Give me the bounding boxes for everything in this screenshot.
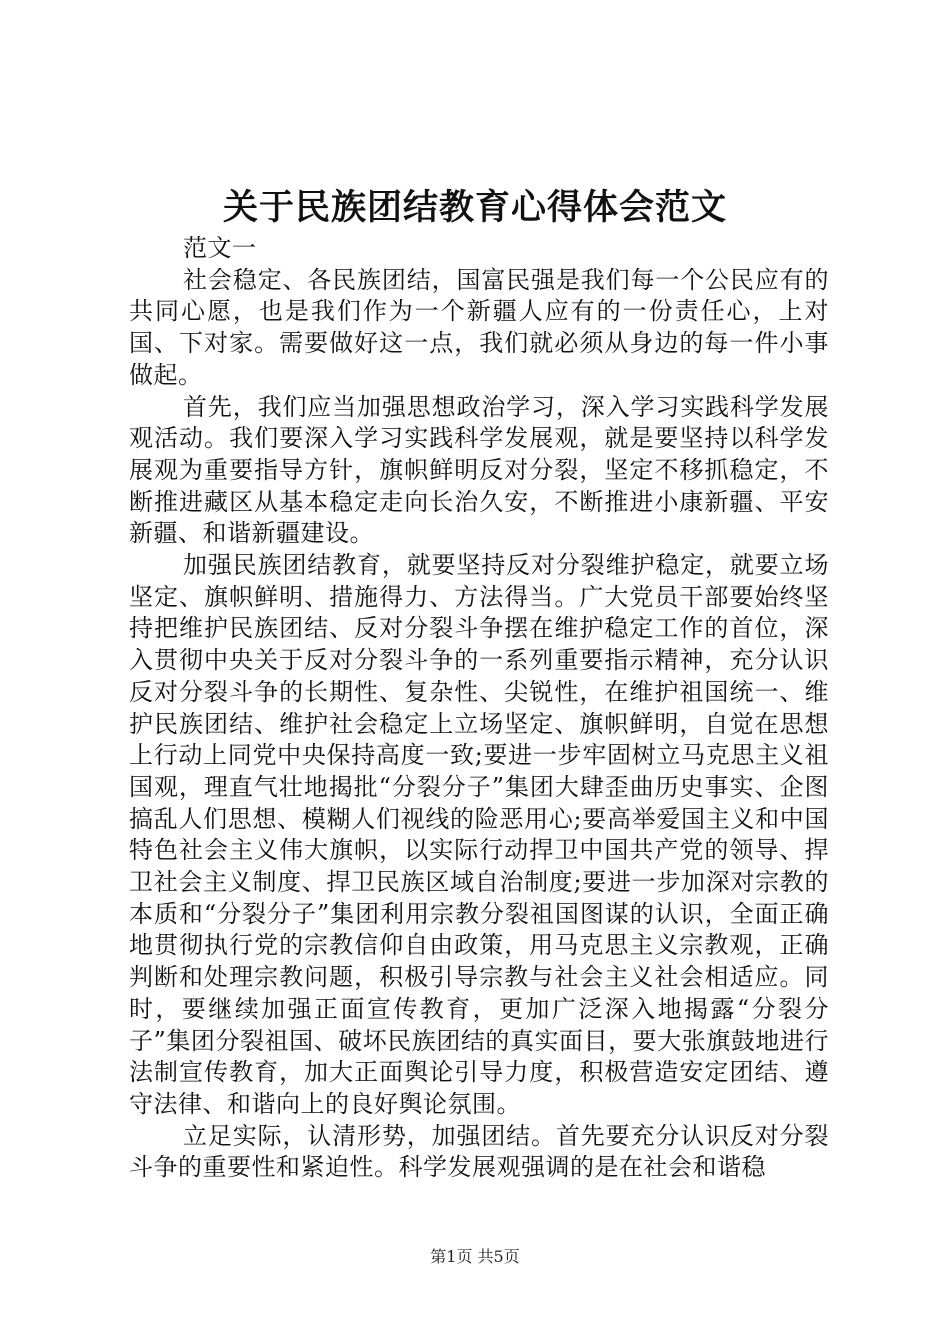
paragraph-section-label: 范文一: [183, 234, 257, 262]
paragraph-1: 社会稳定、各民族团结，国富民强是我们每一个公民应有的共同心愿，也是我们作为一个新疆人应有的一份责任心，上对国、下对家。需要做好这一点，我们就必须从身边的每一件小事做起。: [129, 265, 829, 389]
document-title: 关于民族团结教育心得体会范文: [222, 187, 727, 228]
page-footer: 第1页 共5页: [430, 1247, 520, 1266]
paragraph-4: 立足实际，认清形势，加强团结。首先要充分认识反对分裂斗争的重要性和紧迫性。科学发展观强调的是在社会和谐稳: [129, 1121, 829, 1182]
paragraph-3: 加强民族团结教育，就要坚持反对分裂维护稳定，就要立场坚定、旗帜鲜明、措施得力、方法得当。广大党员干部要始终坚持把维护民族团结、反对分裂斗争摆在维护稳定工作的首位，深入贯彻中央关于反对分裂斗争的一系列重要指示精神，充分认识反对分裂斗争的长期性、复杂性、尖锐性，在维护祖国统一、维护民族团结、维护社会稳定上立场坚定、旗帜鲜明，自觉在思想上行动上同党中央保持高度一致;要进一步牢固树立马克思主义祖国观，理直气壮地揭批“分裂分子”集团大肆歪曲历史事实、企图搞乱人们思想、模糊人们视线的险恶用心;要高举爱国主义和中国特色社会主义伟大旗帜，以实际行动捍卫中国共产党的领导、捍卫社会主义制度、捍卫民族区域自治制度;要进一步加深对宗教的本质和“分裂分子”集团利用宗教分裂祖国图谋的认识，全面正确地贯彻执行党的宗教信仰自由政策，用马克思主义宗教观，正确判断和处理宗教问题，积极引导宗教与社会主义社会相适应。同时，要继续加强正面宣传教育，更加广泛深入地揭露“分裂分子”集团分裂祖国、破坏民族团结的真实面目，要大张旗鼓地进行法制宣传教育，加大正面舆论引导力度，积极营造安定团结、遵守法律、和谐向上的良好舆论氛围。: [129, 551, 829, 1118]
document-body: [129, 233, 829, 1184]
paragraph-2: 首先，我们应当加强思想政治学习，深入学习实践科学发展观活动。我们要深入学习实践科学发展观，就是要坚持以科学发展观为重要指导方针，旗帜鲜明反对分裂，坚定不移抓稳定，不断推进藏区从基本稳定走向长治久安，不断推进小康新疆、平安新疆、和谐新疆建设。: [129, 392, 829, 548]
